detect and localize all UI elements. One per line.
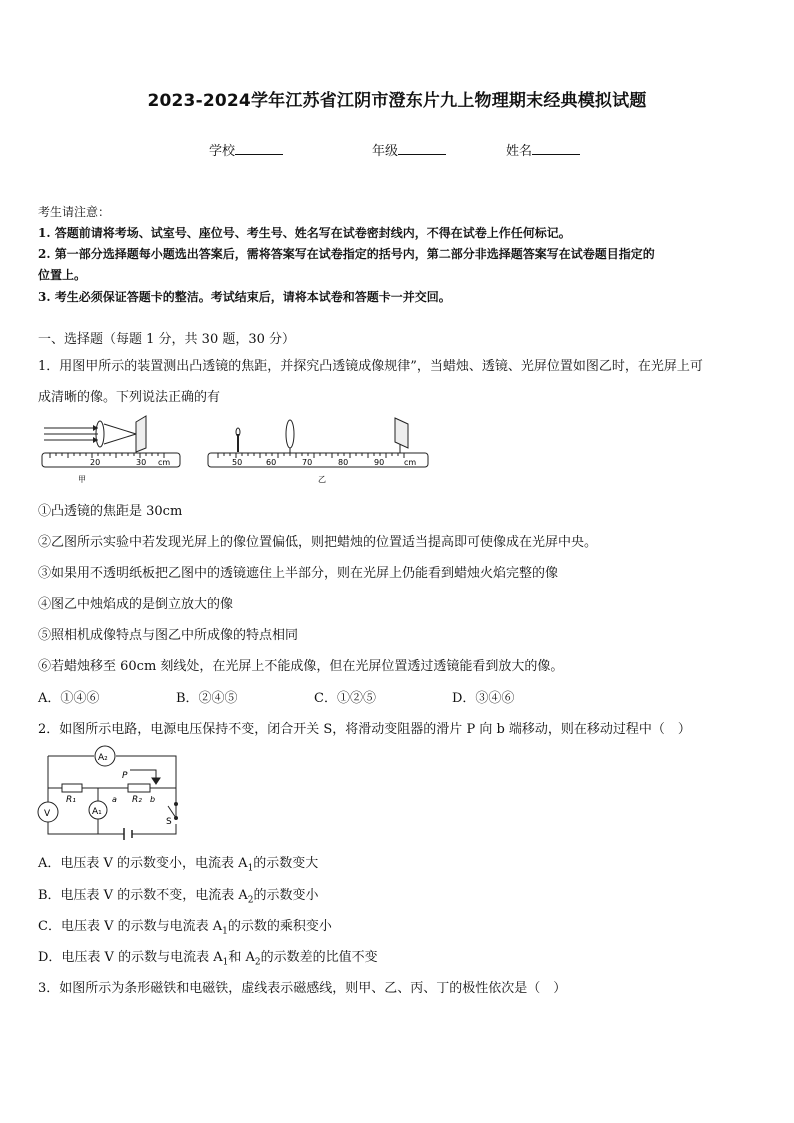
tick-label: 50 bbox=[232, 458, 243, 467]
q2-option-a[interactable] bbox=[38, 852, 318, 874]
tick-label: 30 bbox=[136, 458, 147, 467]
q1-statement: ⑤照相机成像特点与图乙中所成像的特点相同 bbox=[38, 628, 299, 643]
option-text: 和 A bbox=[228, 950, 255, 965]
figure-caption: 乙 bbox=[318, 475, 326, 484]
q1-figure bbox=[40, 408, 430, 490]
q1-stem: 1．用图甲所示的装置测出凸透镜的焦距，并探究凸透镜成像规律”，当蜡烛、透镜、光屏位置如图乙时，在光屏上可 bbox=[38, 359, 703, 374]
q1-statement: ⑥若蜡烛移至 60cm 刻线处，在光屏上不能成像，但在光屏位置透过透镜能看到放大的像。 bbox=[38, 659, 564, 674]
option-sub: 2 bbox=[247, 895, 254, 906]
q1-stem: 成清晰的像。下列说法正确的有 bbox=[38, 390, 221, 405]
option-sub: 2 bbox=[254, 957, 261, 968]
voltmeter-label: V bbox=[44, 809, 51, 819]
q1-option-a[interactable]: A．①④⑥ bbox=[38, 691, 100, 706]
figure-jia bbox=[42, 416, 180, 484]
school-field bbox=[209, 140, 283, 159]
option-sub: 1 bbox=[222, 926, 228, 937]
option-sub: 1 bbox=[222, 957, 229, 968]
school-label: 学校 bbox=[209, 144, 236, 159]
tick-label: 60 bbox=[266, 458, 277, 467]
school-blank[interactable] bbox=[235, 142, 283, 155]
terminal-b-label: b bbox=[150, 795, 156, 804]
grade-field bbox=[372, 140, 446, 159]
notice-item: 1. 答题前请将考场、试室号、座位号、考生号、姓名写在试卷密封线内，不得在试卷上作任何标记。 bbox=[38, 226, 571, 240]
r2-label: R₂ bbox=[132, 795, 142, 805]
grade-blank[interactable] bbox=[398, 142, 446, 155]
q2-option-d[interactable] bbox=[38, 946, 378, 968]
switch-label: S bbox=[166, 817, 172, 827]
tick-label: 90 bbox=[374, 458, 385, 467]
tick-label: 80 bbox=[338, 458, 349, 467]
q2-stem: 2．如图所示电路，电源电压保持不变，闭合开关 S，将滑动变阻器的滑片 P 向 b 端移动，则在移动过程中（ ） bbox=[38, 722, 691, 737]
tick-label: cm bbox=[158, 458, 171, 467]
option-text: 的示数的乘积变小 bbox=[227, 919, 332, 934]
a1-label: A₁ bbox=[92, 807, 102, 817]
option-text: A．电压表 V 的示数变小，电流表 A bbox=[38, 856, 248, 871]
q3-stem: 3．如图所示为条形磁铁和电磁铁，虚线表示磁感线，则甲、乙、丙、丁的极性依次是（ ） bbox=[38, 981, 567, 996]
figure-caption: 甲 bbox=[78, 475, 86, 484]
q2-option-c[interactable] bbox=[38, 915, 332, 937]
notice-heading: 考生请注意： bbox=[38, 205, 111, 219]
notice-item: 位置上。 bbox=[38, 268, 87, 282]
a2-label: A₂ bbox=[98, 753, 108, 763]
q1-statement: ④图乙中烛焰成的是倒立放大的像 bbox=[38, 597, 234, 612]
q1-statement: ①凸透镜的焦距是 30cm bbox=[38, 504, 183, 519]
q1-statement: ③如果用不透明纸板把乙图中的透镜遮住上半部分，则在光屏上仍能看到蜡烛火焰完整的像 bbox=[38, 566, 559, 581]
q1-option-c[interactable]: C．①②⑤ bbox=[314, 691, 376, 706]
terminal-a-label: a bbox=[112, 795, 117, 804]
notice-item: 3. 考生必须保证答题卡的整洁。考试结束后，请将本试卷和答题卡一并交回。 bbox=[38, 290, 451, 304]
slider-p-label: P bbox=[122, 771, 128, 781]
exam-title: 2023-2024学年江苏省江阴市澄东片九上物理期末经典模拟试题 bbox=[147, 91, 647, 111]
tick-label: 70 bbox=[302, 458, 313, 467]
q1-option-d[interactable]: D．③④⑥ bbox=[452, 691, 515, 706]
option-sub: 1 bbox=[247, 863, 254, 874]
tick-label: 20 bbox=[90, 458, 101, 467]
section-heading: 一、选择题（每题 1 分，共 30 题，30 分） bbox=[38, 332, 296, 347]
option-text: D．电压表 V 的示数与电流表 A bbox=[38, 950, 223, 965]
option-text: 的示数变小 bbox=[253, 888, 319, 903]
q2-circuit-diagram bbox=[36, 744, 186, 840]
r1-label: R₁ bbox=[66, 795, 76, 805]
name-field bbox=[506, 140, 580, 159]
notice-item: 2. 第一部分选择题每小题选出答案后，需将答案写在试卷指定的括号内，第二部分非选择题答案写在试卷题目指定的 bbox=[38, 247, 655, 261]
option-text: C．电压表 V 的示数与电流表 A bbox=[38, 919, 223, 934]
tick-label: cm bbox=[404, 458, 417, 467]
name-blank[interactable] bbox=[532, 142, 580, 155]
option-text: 的示数变大 bbox=[253, 856, 319, 871]
grade-label: 年级 bbox=[372, 144, 399, 159]
figure-yi bbox=[208, 418, 428, 484]
name-label: 姓名 bbox=[506, 144, 533, 159]
option-text: 的示数差的比值不变 bbox=[260, 950, 378, 965]
q2-option-b[interactable] bbox=[38, 884, 318, 906]
option-text: B．电压表 V 的示数不变，电流表 A bbox=[38, 888, 248, 903]
q1-option-b[interactable]: B．②④⑤ bbox=[176, 691, 238, 706]
q1-statement: ②乙图所示实验中若发现光屏上的像位置偏低，则把蜡烛的位置适当提高即可使像成在光屏中央。 bbox=[38, 535, 598, 550]
